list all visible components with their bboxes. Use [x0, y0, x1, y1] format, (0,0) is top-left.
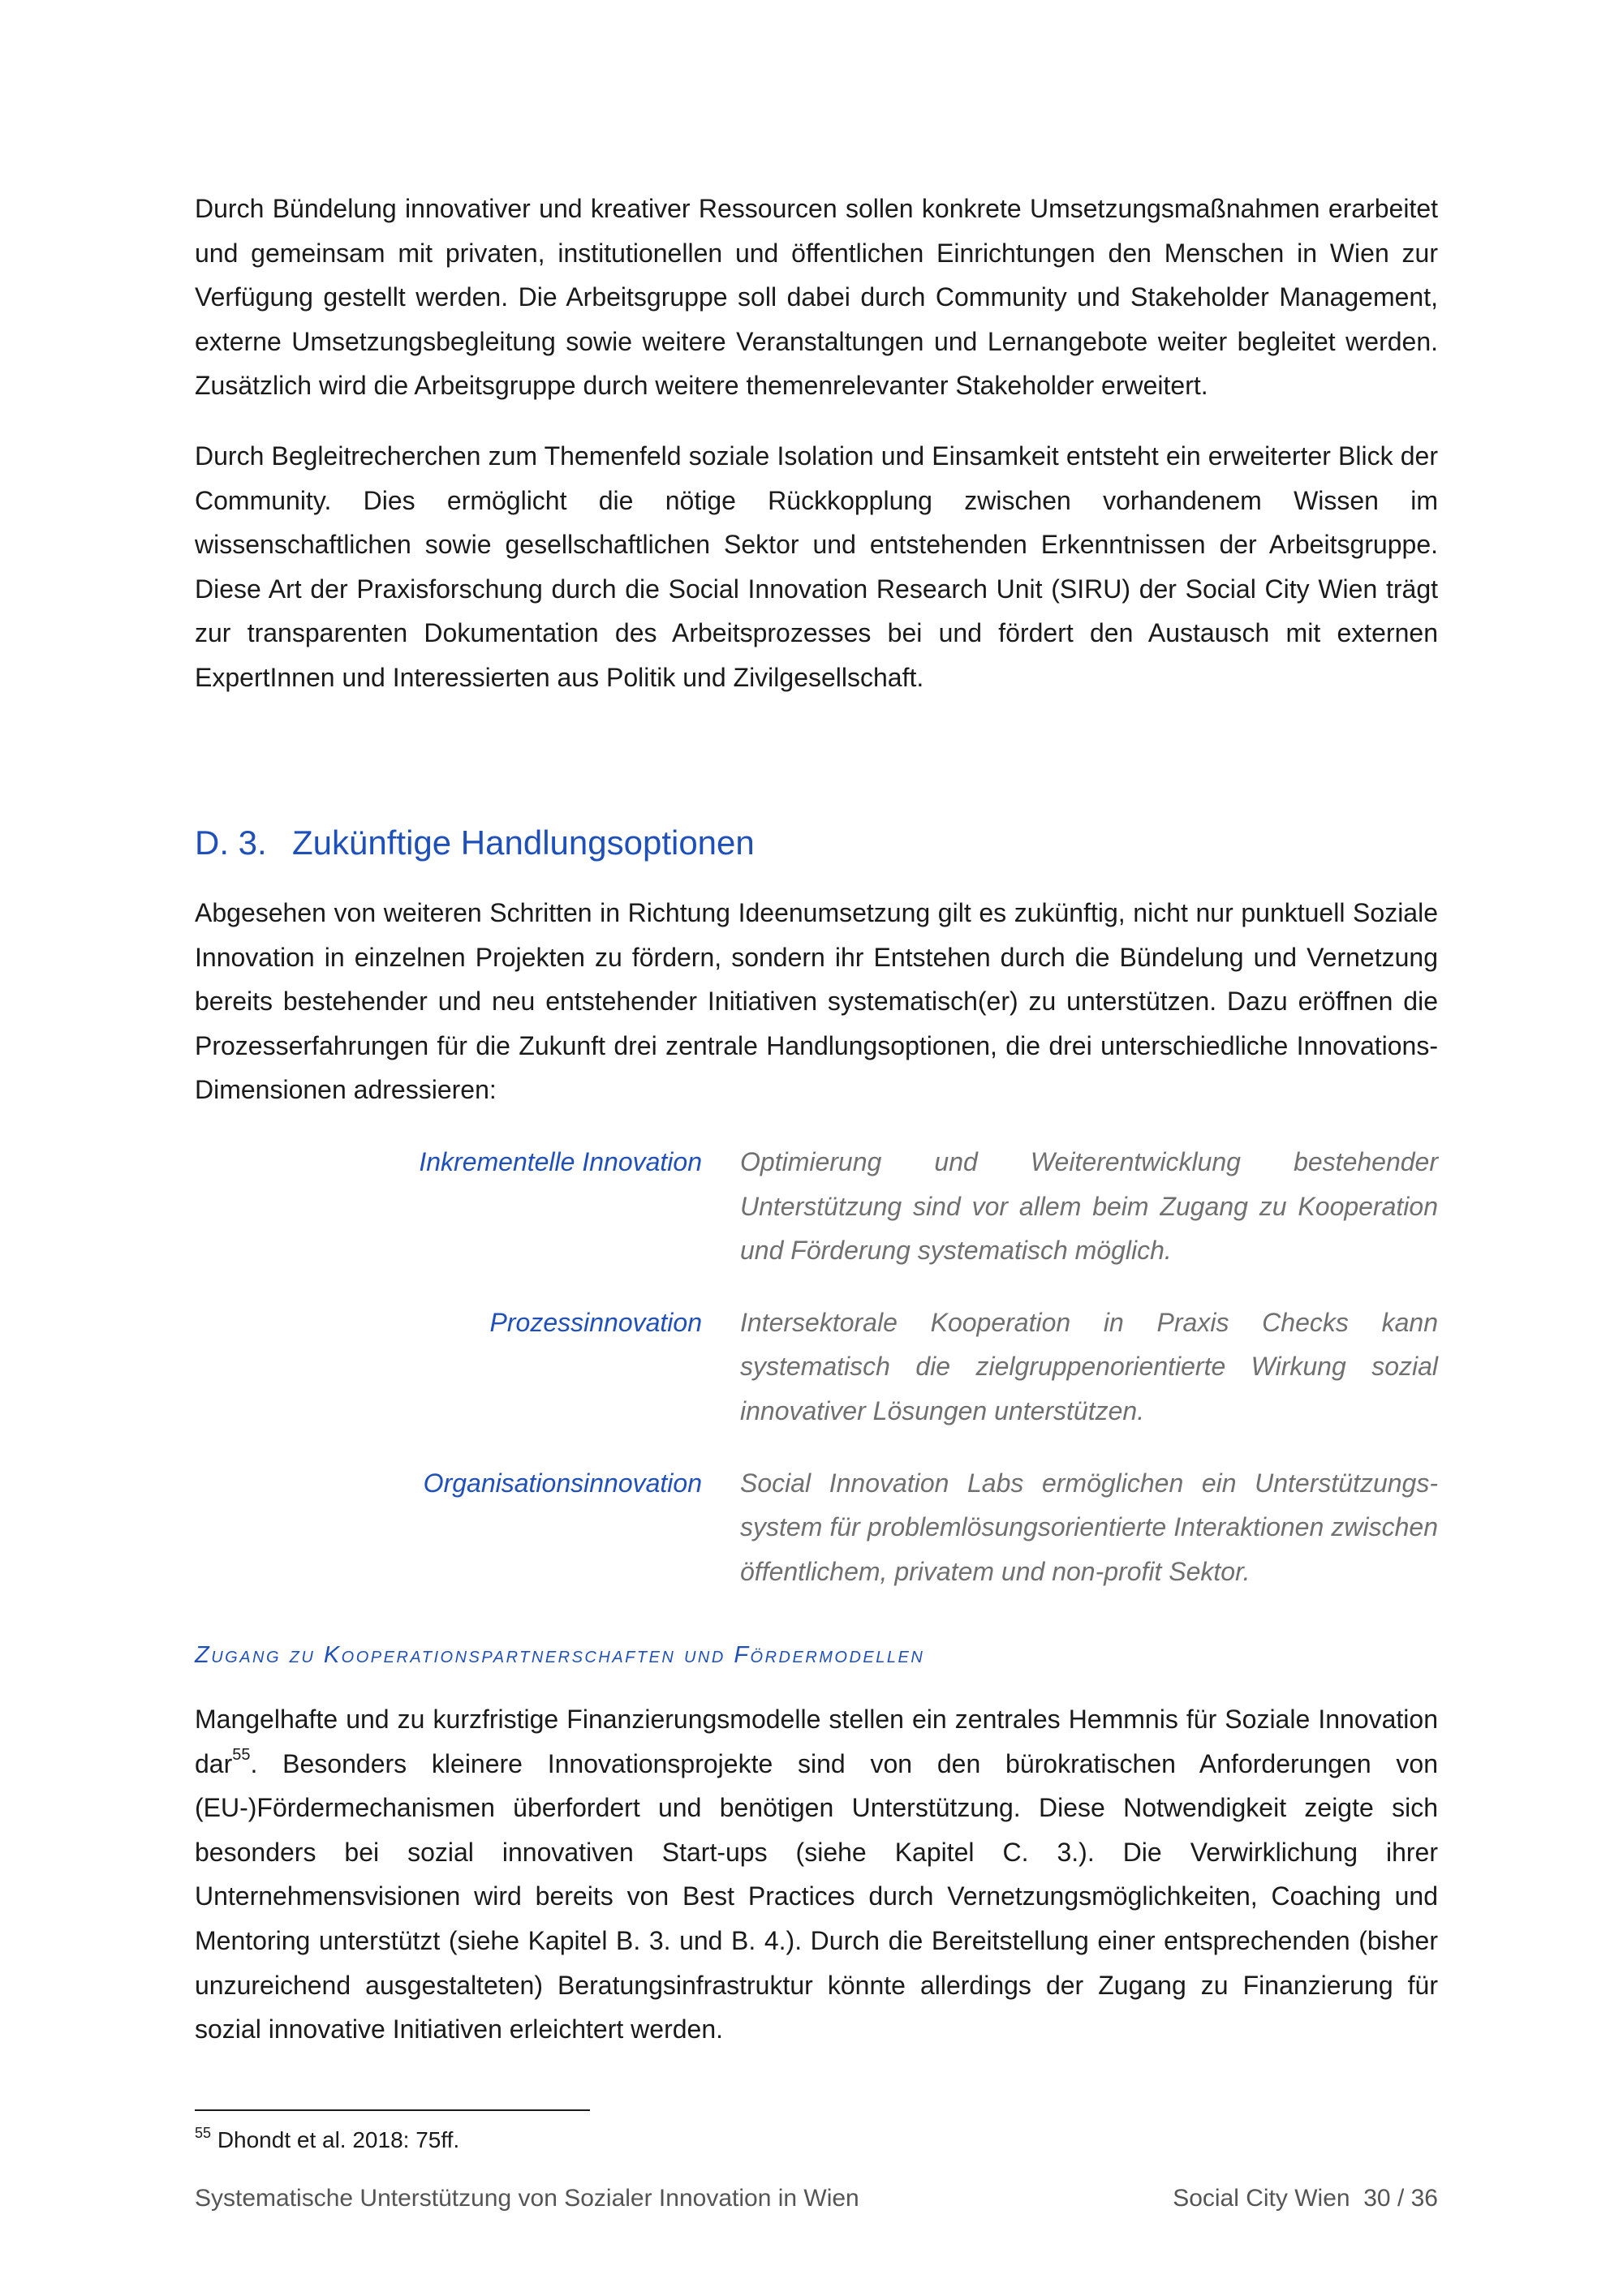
- dimension-term: Organisationsinnovation: [423, 1468, 702, 1498]
- subsection-heading: Zugang zu Kooperationspartnerschaften und Fördermodellen: [195, 1642, 925, 1668]
- dimension-description: Intersektorale Kooperation in Praxis Checks kann systematisch die zielgruppenorientierte Wirkung sozial innovativer Lösungen unterstützen.: [740, 1307, 1438, 1425]
- paragraph-1: Durch Bündelung innovativer und kreativer Ressourcen sollen konkrete Umsetzungsmaßnahmen erarbeitet und gemeinsam mit privaten, institutionellen und öffentlichen Einrichtungen den Menschen in Wien zur Verfügung gestellt werden. Die Arbeitsgruppe soll dabei durch Community und Stakeholder Management, externe Umsetzungsbegleitung sowie weitere Veranstaltungen und Lernangebote weiter begleitet werden. Zusätzlich wird die Arbeitsgruppe durch weitere themenrelevanter Stakeholder erweitert.: [195, 194, 1438, 401]
- dimension-term: Inkrementelle Innovation: [419, 1147, 702, 1176]
- footnote-divider: [195, 2109, 590, 2111]
- paragraph-2: Durch Begleitrecherchen zum Themenfeld soziale Isolation und Einsamkeit entsteht ein erweiterter Blick der Community. Dies ermöglicht die nötige Rückkopplung zwischen vorhandenem Wissen im wissenschaftlichen sowie gesellschaftlichen Sektor und entstehenden Erkenntnissen der Arbeitsgruppe. Diese Art der Praxisforschung durch die Social Innovation Research Unit (SIRU) der Social City Wien trägt zur transparenten Dokumentation des Arbeitsprozesses bei und fördert den Austausch mit externen ExpertInnen und Interessierten aus Politik und Zivilgesellschaft.: [195, 441, 1438, 692]
- dimension-row: [195, 1301, 1438, 1434]
- paragraph-4: [195, 1697, 1438, 2052]
- innovation-dimensions: [195, 1140, 1438, 1621]
- dimension-term: Prozessinnovation: [489, 1307, 702, 1337]
- dimension-row: [195, 1140, 1438, 1273]
- footnote-text: Dhondt et al. 2018: 75ff.: [217, 2127, 460, 2152]
- page-footer: [195, 2185, 1438, 2212]
- section-title: Zukünftige Handlungsoptionen: [292, 823, 755, 862]
- footer-document-title: Systematische Unterstützung von Sozialer Innovation in Wien: [195, 2185, 859, 2212]
- paragraph-3: Abgesehen von weiteren Schritten in Richtung Ideenumsetzung gilt es zukünftig, nicht nur punktuell Soziale Innovation in einzelnen Projekten zu fördern, sondern ihr Entstehen durch die Bündelung und Vernetzung bereits bestehender und neu entstehender Initiativen systematisch(er) zu unterstützen. Dazu eröffnen die Prozesserfahrungen für die Zukunft drei zentrale Handlungsoptionen, die drei unterschiedliche Innovations-Dimensionen adressieren:: [195, 898, 1438, 1105]
- dimension-row: [195, 1461, 1438, 1594]
- dimension-description: Optimierung und Weiterentwicklung bestehender Unterstützung sind vor allem beim Zugang zu Kooperation und Förderung systematisch möglich.: [740, 1147, 1438, 1266]
- section-number: D. 3.: [195, 823, 267, 862]
- footnote-number: 55: [195, 2124, 212, 2141]
- footnote-reference[interactable]: 55: [232, 1745, 251, 1764]
- paragraph-4-wrapper: [195, 1697, 1438, 2078]
- paragraph-3-wrapper: [195, 891, 1438, 1138]
- footnote: [195, 2126, 459, 2155]
- footer-page-info: Social City Wien 30 / 36: [1173, 2185, 1438, 2212]
- dimension-description: Social Innovation Labs ermöglichen ein Unterstützungs-system für problemlösungsorientierte Interaktionen zwischen öffentlichem, privatem und non-profit Sektor.: [740, 1468, 1438, 1586]
- section-heading: [195, 823, 755, 862]
- body-text-top: [195, 187, 1438, 700]
- paragraph-4-text-start: Mangelhafte und zu kurzfristige Finanzierungsmodelle stellen ein zentrales Hemmnis für Soziale Innovation dar: [195, 1705, 1438, 1778]
- paragraph-4-text-end: . Besonders kleinere Innovationsprojekte sind von den bürokratischen Anforderungen von (EU-)Fördermechanismen überfordert und benötigen Unterstützung. Diese Notwendigkeit zeigte sich besonders bei sozial innovativen Start-ups (siehe Kapitel C. 3.). Die Verwirklichung ihrer Unternehmensvisionen wird bereits von Best Practices durch Vernetzungsmöglichkeiten, Coaching und Mentoring unterstützt (siehe Kapitel B. 3. und B. 4.). Durch die Bereitstellung einer entsprechenden (bisher unzureichend ausgestalteten) Beratungsinfrastruktur könnte allerdings der Zugang zu Finanzierung für sozial innovative Initiativen erleichtert werden.: [195, 1748, 1438, 2044]
